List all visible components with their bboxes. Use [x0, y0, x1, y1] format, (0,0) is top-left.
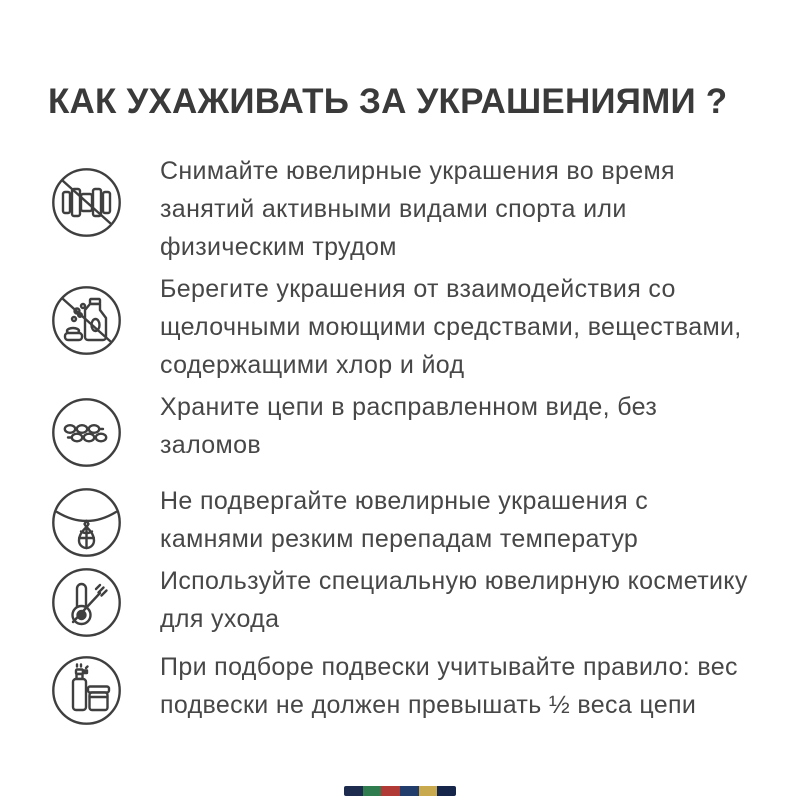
care-tip-text	[160, 270, 780, 384]
tip-line: При подборе подвески учитывайте правило: вес	[160, 653, 738, 681]
tip-line: камнями резким перепадам температур	[160, 525, 639, 553]
tip-line: Храните цепи в расправленном виде, без	[160, 393, 658, 421]
tip-line: Не подвергайте ювелирные украшения с	[160, 487, 649, 515]
strip-segment	[344, 786, 363, 796]
jewelry-cleaning-brush-icon	[50, 566, 123, 639]
tip-line: для ухода	[160, 605, 280, 633]
gem-pendant-necklace-icon	[50, 486, 123, 559]
cosmetic-bottle-and-jar-icon	[50, 654, 123, 727]
tip-line: содержащими хлор и йод	[160, 351, 465, 379]
tip-line: физическим трудом	[160, 233, 397, 261]
care-tip-text	[160, 648, 780, 724]
tip-line: щелочными моющими средствами, веществами,	[160, 313, 742, 341]
tip-line: занятий активными видами спорта или	[160, 195, 627, 223]
strip-segment	[419, 786, 438, 796]
no-detergent-chemicals-icon	[50, 284, 123, 357]
care-tip-text	[160, 152, 780, 266]
tip-line: Берегите украшения от взаимодействия со	[160, 275, 676, 303]
page-title: КАК УХАЖИВАТЬ ЗА УКРАШЕНИЯМИ ?	[48, 82, 728, 121]
thumbnail-strip	[344, 786, 456, 796]
tip-line: Снимайте ювелирные украшения во время	[160, 157, 675, 185]
care-tip-text	[160, 482, 780, 558]
strip-segment	[437, 786, 456, 796]
tip-line: подвески не должен превышать ½ веса цепи	[160, 691, 697, 719]
tip-line: заломов	[160, 431, 261, 459]
strip-segment	[381, 786, 400, 796]
care-tip-text	[160, 562, 780, 638]
care-tip-text	[160, 388, 780, 464]
strip-segment	[400, 786, 419, 796]
no-sports-dumbbell-icon	[50, 166, 123, 239]
tip-line: Используйте специальную ювелирную косметику	[160, 567, 748, 595]
strip-segment	[363, 786, 382, 796]
straight-chain-icon	[50, 396, 123, 469]
